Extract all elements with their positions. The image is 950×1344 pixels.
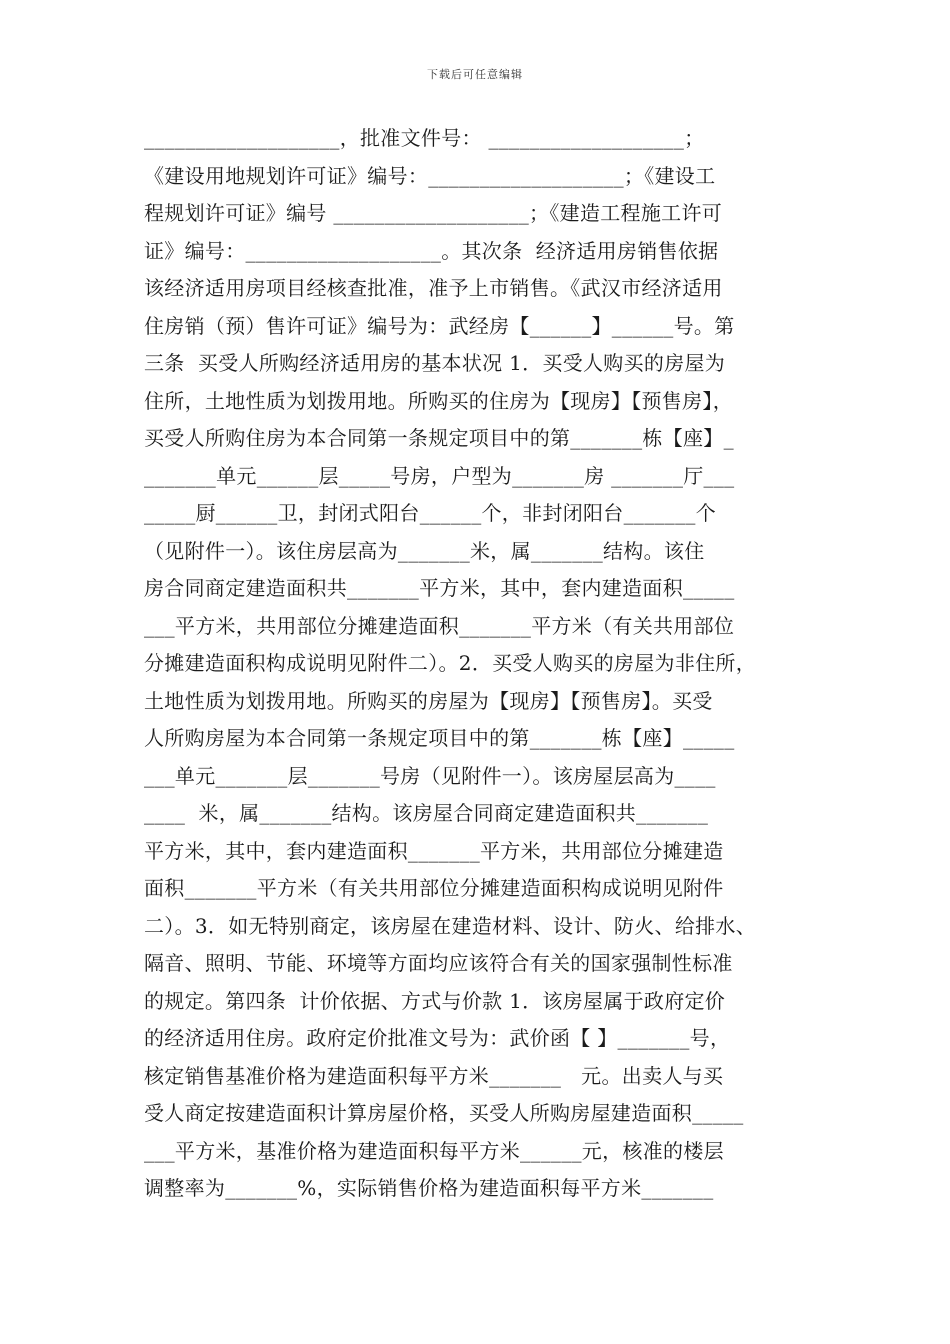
text-line: 证》编号：___________________。其次条 经济适用房销售依据 xyxy=(144,238,719,263)
text-line: 调整率为_______%，实际销售价格为建造面积每平方米_______ xyxy=(144,1176,714,1200)
text-line: 《建设用地规划许可证》编号：___________________；《建设工 xyxy=(144,163,716,188)
text-line: ___________________，批准文件号： ___________________； xyxy=(144,126,705,150)
text-line: 受人商定按建造面积计算房屋价格，买受人所购房屋建造面积_____ xyxy=(144,1101,744,1125)
text-line: 住房销（预）售许可证》编号为：武经房【______】______号。第 xyxy=(144,313,735,338)
text-line: 平方米，其中，套内建造面积_______平方米，共用部位分摊建造 xyxy=(144,838,724,863)
text-line: 面积_______平方米（有关共用部位分摊建造面积构成说明见附件 xyxy=(144,876,724,900)
text-line: 买受人所购住房为本合同第一条规定项目中的第_______栋【座】_ xyxy=(144,426,734,450)
page-header: 下载后可任意编辑 xyxy=(427,68,523,81)
text-line: 人所购房屋为本合同第一条规定项目中的第_______栋【座】_____ xyxy=(144,726,735,750)
text-line: 房合同商定建造面积共_______平方米，其中，套内建造面积_____ xyxy=(144,576,735,600)
text-line: （见附件一）。该住房层高为_______米，属_______结构。该住 xyxy=(144,538,705,563)
text-line: 的规定。第四条 计价依据、方式与价款 1．该房屋属于政府定价 xyxy=(144,988,726,1013)
text-line: 的经济适用住房。政府定价批准文号为：武价函【 】_______号， xyxy=(144,1026,731,1050)
text-line: 土地性质为划拨用地。所购买的房屋为【现房】【预售房】。买受 xyxy=(144,688,713,713)
text-line: _______单元______层_____号房，户型为_______房 _______厅___ xyxy=(144,463,735,488)
text-line: 分摊建造面积构成说明见附件二）。2．买受人购买的房屋为非住所， xyxy=(144,651,757,675)
text-line: ____ 米，属_______结构。该房屋合同商定建造面积共_______ xyxy=(144,801,709,825)
text-line: 二）。3．如无特别商定，该房屋在建造材料、设计、防火、给排水、 xyxy=(144,913,757,938)
text-line: _____厨______卫，封闭式阳台______个，非封闭阳台_______个 xyxy=(144,501,716,525)
text-line: ___平方米，共用部位分摊建造面积_______平方米（有关共用部位 xyxy=(144,613,735,638)
text-line: 核定销售基准价格为建造面积每平方米_______ 元。出卖人与买 xyxy=(144,1063,724,1088)
text-line: ___平方米，基准价格为建造面积每平方米______元，核准的楼层 xyxy=(144,1138,724,1163)
text-line: 住所，土地性质为划拨用地。所购买的住房为【现房】【预售房】， xyxy=(144,388,733,413)
text-line: ___单元_______层_______号房（见附件一）。该房屋层高为____ xyxy=(144,763,716,788)
text-line: 程规划许可证》编号 ___________________；《建造工程施工许可 xyxy=(144,201,723,225)
text-line: 三条 买受人所购经济适用房的基本状况 1．买受人购买的房屋为 xyxy=(144,351,726,375)
text-line: 隔音、照明、节能、环境等方面均应该符合有关的国家强制性标准 xyxy=(144,951,733,975)
text-line: 该经济适用房项目经核查批准，准予上市销售。《武汉市经济适用 xyxy=(144,276,723,300)
contract-body-text xyxy=(144,120,808,1208)
